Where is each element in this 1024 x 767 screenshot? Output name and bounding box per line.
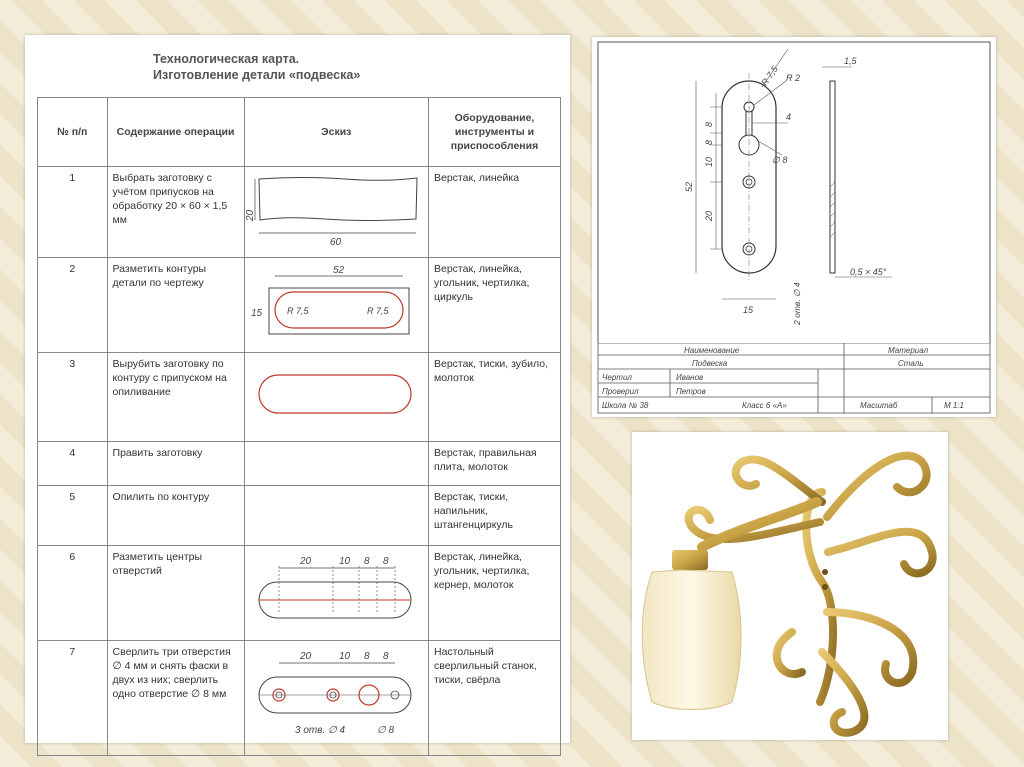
- dim-chamfer: 0,5 × 45°: [850, 267, 887, 277]
- technical-drawing: [592, 37, 996, 417]
- header-equipment: Оборудование, инструменты и приспособления: [428, 98, 560, 167]
- row-operation: Выбрать заготовку с учётом припусков на обработку 20 × 60 × 1,5 мм: [107, 167, 244, 258]
- dim-centers-8b: 8: [382, 556, 389, 567]
- table-row: [38, 486, 561, 546]
- row-equipment: Верстак, тиски, напильник, штангенциркуль: [428, 486, 560, 546]
- stamp-scale-label: Масштаб: [860, 401, 898, 410]
- dim-drill-holes: 3 отв. ∅ 4: [294, 725, 345, 736]
- dim-marking-width: 52: [332, 265, 344, 276]
- sconce-illustration: [632, 432, 948, 740]
- dim-centers-20: 20: [299, 556, 311, 567]
- row-operation: Вырубить заготовку по контуру с припуском на опиливание: [107, 353, 244, 442]
- header-operation: Содержание операции: [107, 98, 244, 167]
- stamp-material-header: Материал: [888, 346, 929, 355]
- sketch-blank: [245, 167, 427, 253]
- table-row: [38, 442, 561, 486]
- sketch-cutting: [245, 353, 427, 437]
- header-sketch: Эскиз: [244, 98, 428, 167]
- row-equipment: Настольный сверлильный станок, тиски, свёрла: [428, 641, 560, 756]
- sketch-cell: [244, 353, 428, 442]
- dim-8b: 8: [704, 139, 714, 145]
- row-equipment: Верстак, линейка, угольник, чертилка, циркуль: [428, 258, 560, 353]
- row-equipment: Верстак, тиски, зубило, молоток: [428, 353, 560, 442]
- card-title: [153, 51, 360, 83]
- dim-blank-width: 60: [329, 237, 341, 248]
- row-num: 7: [38, 641, 108, 756]
- stamp-material: Сталь: [898, 359, 924, 368]
- row-num: 1: [38, 167, 108, 258]
- sketch-marking: [245, 258, 427, 348]
- sketch-drilling: [245, 641, 427, 751]
- table-row: [38, 641, 561, 756]
- dim-drill-8a: 8: [363, 651, 370, 662]
- row-operation: Разметить центры отверстий: [107, 546, 244, 641]
- dim-width: 15: [743, 305, 754, 315]
- dim-marking-height: 15: [250, 308, 262, 319]
- stamp-drew: Иванов: [676, 373, 704, 382]
- dim-marking-radius-left: R 7,5: [286, 306, 309, 316]
- row-equipment: Верстак, линейка: [428, 167, 560, 258]
- dim-holes: 2 отв. ∅ 4: [792, 282, 802, 325]
- stamp-name-header: Наименование: [684, 346, 740, 355]
- dim-r2: R 2: [786, 73, 801, 83]
- dim-thickness: 1,5: [844, 56, 857, 66]
- dim-slot: 4: [786, 112, 792, 122]
- dim-drill-20: 20: [299, 651, 311, 662]
- stamp-checked-label: Проверил: [602, 387, 639, 396]
- row-operation: Разметить контуры детали по чертежу: [107, 258, 244, 353]
- row-operation: Сверлить три отверстия ∅ 4 мм и снять фаски в двух из них; сверлить одно отверстие ∅ 8 мм: [107, 641, 244, 756]
- row-equipment: Верстак, правильная плита, молоток: [428, 442, 560, 486]
- sketch-cell: [244, 442, 428, 486]
- dim-8a: 8: [704, 121, 714, 127]
- dim-blank-height: 20: [244, 209, 256, 221]
- sketch-cell: [244, 546, 428, 641]
- dim-drill-big: ∅ 8: [376, 725, 394, 736]
- row-operation: Опилить по контуру: [107, 486, 244, 546]
- dim-d8: ∅ 8: [772, 155, 788, 165]
- table-row: [38, 353, 561, 442]
- row-num: 4: [38, 442, 108, 486]
- dim-centers-8a: 8: [363, 556, 370, 567]
- table-row: [38, 167, 561, 258]
- sketch-cell: [244, 641, 428, 756]
- row-num: 5: [38, 486, 108, 546]
- header-num: № п/п: [38, 98, 108, 167]
- sketch-centers: [245, 546, 427, 636]
- row-num: 3: [38, 353, 108, 442]
- side-view: [830, 81, 835, 273]
- row-operation: Править заготовку: [107, 442, 244, 486]
- dim-centers-10: 10: [338, 556, 350, 567]
- dim-20: 20: [704, 210, 714, 221]
- stamp-scale: М 1:1: [944, 401, 965, 410]
- title-block: [592, 343, 996, 417]
- row-num: 6: [38, 546, 108, 641]
- tech-table: [37, 97, 561, 756]
- table-header-row: [38, 98, 561, 167]
- dim-10: 10: [704, 156, 714, 167]
- sketch-cell: [244, 167, 428, 258]
- dim-total-length: 52: [684, 181, 694, 192]
- table-row: [38, 258, 561, 353]
- sketch-cell: [244, 486, 428, 546]
- dim-radius: R 7,5: [759, 64, 780, 88]
- part-drawing: [592, 37, 996, 343]
- wall-lamp-image: [632, 432, 948, 740]
- dim-drill-8b: 8: [382, 651, 389, 662]
- card-title-line1: Технологическая карта.: [153, 52, 300, 66]
- tech-card: [25, 35, 570, 743]
- row-num: 2: [38, 258, 108, 353]
- stamp-checked: Петров: [676, 387, 706, 396]
- dim-drill-10: 10: [338, 651, 350, 662]
- row-equipment: Верстак, линейка, угольник, чертилка, кернер, молоток: [428, 546, 560, 641]
- table-row: [38, 546, 561, 641]
- sketch-cell: [244, 258, 428, 353]
- stamp-name: Подвеска: [692, 359, 728, 368]
- stamp-school: Школа № 38: [602, 401, 649, 410]
- card-title-line2: Изготовление детали «подвеска»: [153, 68, 361, 82]
- stamp-class: Класс 6 «А»: [742, 401, 787, 410]
- stamp-drew-label: Чертил: [602, 373, 632, 382]
- dim-marking-radius-right: R 7,5: [366, 306, 389, 316]
